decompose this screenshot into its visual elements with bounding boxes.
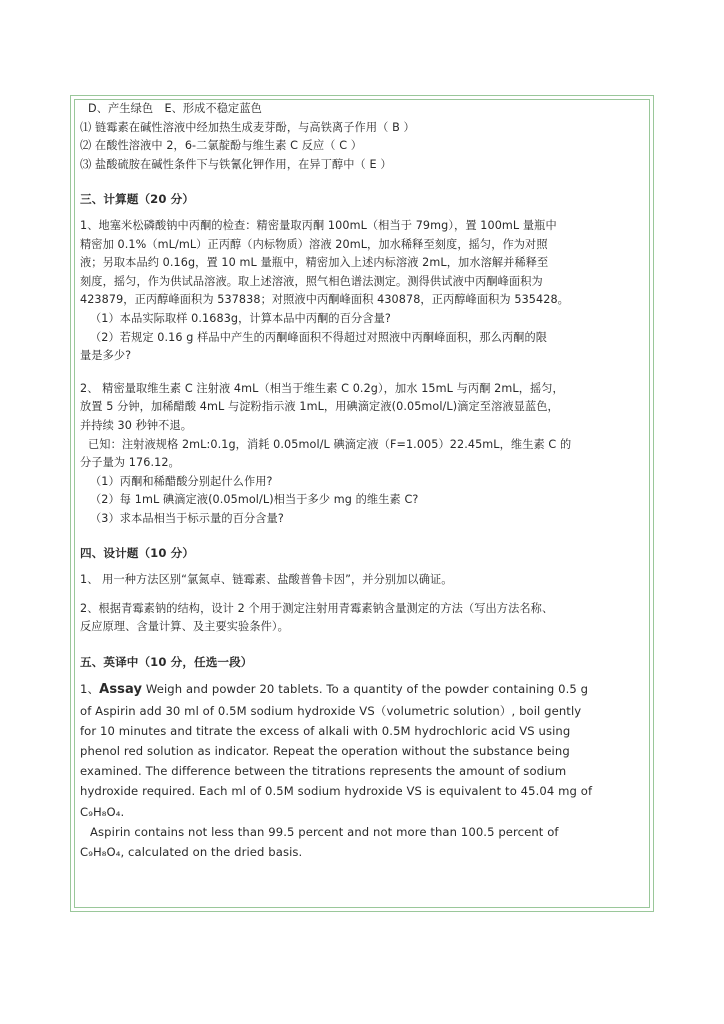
design-q1: 1、 用一种方法区别“氯氮卓、链霉素、盐酸普鲁卡因”，并分别加以确证。 <box>80 573 453 587</box>
match-item-2: ⑵ 在酸性溶液中 2，6-二氯靛酚与维生素 C 反应（ C ） <box>80 139 363 153</box>
calc-q2-line-3: 并持续 30 秒钟不退。 <box>80 418 193 432</box>
calc-q1-line-4: 刻度，摇匀，作为供试品溶液。取上述溶液，照气相色谱法测定。测得供试液中丙酮峰面积为 <box>80 274 543 288</box>
match-item-1: ⑴ 链霉素在碱性溶液中经加热生成麦芽酚，与高铁离子作用（ B ） <box>80 120 415 134</box>
calc-q2-given-cont: 分子量为 176.12。 <box>80 456 180 470</box>
translation-line-9 <box>80 842 580 862</box>
translation-line-8: Aspirin contains not less than 99.5 percent and not more than 100.5 percent of <box>90 824 559 839</box>
formula-line: C₉H₈O₄. <box>80 804 125 819</box>
design-q2-line-1: 2、根据青霉素钠的结构，设计 2 个用于测定注射用青霉素钠含量测定的方法（写出方法名称、 <box>80 601 554 615</box>
translation-line-4: phenol red solution as indicator. Repeat the operation without the substance being <box>80 744 570 759</box>
translation-line-1 <box>80 679 589 700</box>
translation-number: 1、 <box>80 682 100 697</box>
calc-q2-sub-3: （3）求本品相当于标示量的百分含量? <box>90 511 284 525</box>
section-heading-calculation: 三、计算题（20 分） <box>80 192 195 207</box>
calc-q2-sub-1: （1）丙酮和稀醋酸分别起什么作用? <box>90 474 273 488</box>
formula-text: C₉H₈O₄ <box>80 845 121 860</box>
calc-q1-sub-2-cont: 量是多少? <box>80 349 132 363</box>
calc-q1-line-5: 423879，正丙醇峰面积为 537838；对照液中丙酮峰面积 430878，正丙醇峰面积为 535428。 <box>80 293 569 307</box>
calc-q2-line-1: 2、 精密量取维生素 C 注射液 4mL（相当于维生素 C 0.2g），加水 15mL 与丙酮 2mL，摇匀， <box>80 381 564 395</box>
calc-q2-given: 已知：注射液规格 2mL:0.1g，消耗 0.05mol/L 碘滴定液（F=1.005）22.45mL，维生素 C 的 <box>88 437 572 451</box>
translation-line-3: for 10 minutes and titrate the excess of alkali with 0.5M hydrochloric acid VS using <box>80 723 571 738</box>
calc-q2-line-2: 放置 5 分钟，加稀醋酸 4mL 与淀粉指示液 1mL，用碘滴定液(0.05mol/L)滴定至溶液显蓝色， <box>80 400 559 414</box>
translation-line-5: examined. The difference between the titrations represents the amount of sodium <box>80 764 567 779</box>
section-heading-translation: 五、英译中（10 分，任选一段） <box>80 654 253 669</box>
design-q2-line-2: 反应原理、含量计算、及主要实验条件）。 <box>80 620 289 634</box>
document-content <box>80 100 593 862</box>
calc-q2-sub-2: （2）每 1mL 碘滴定液(0.05mol/L)相当于多少 mg 的维生素 C? <box>90 493 419 507</box>
translation-line-1-text: Weigh and powder 20 tablets. To a quantity of the powder containing 0.5 g <box>142 682 589 697</box>
calc-q1-line-2: 精密加 0.1%（mL/mL）正丙醇（内标物质）溶液 20mL，加水稀释至刻度，摇匀，作为对照 <box>80 237 548 251</box>
match-item-3: ⑶ 盐酸硫胺在碱性条件下与铁氰化钾作用，在异丁醇中（ E ） <box>80 157 392 171</box>
calc-q1-line-3: 液；另取本品约 0.16g，置 10 mL 量瓶中，精密加入上述内标溶液 2mL，加水溶解并稀释至 <box>80 256 549 270</box>
translation-line-2: of Aspirin add 30 ml of 0.5M sodium hydroxide VS（volumetric solution）, boil gently <box>80 703 582 718</box>
calc-q1-sub-2: （2）若规定 0.16 g 样品中产生的丙酮峰面积不得超过对照液中丙酮峰面积，那么丙酮的限 <box>90 330 548 344</box>
calc-q1-sub-1: （1）本品实际取样 0.1683g，计算本品中丙酮的百分含量? <box>90 311 391 325</box>
option-line-d-e: D、产生绿色 E、形成不稳定蓝色 <box>88 102 262 115</box>
translation-line-9-text: , calculated on the dried basis. <box>120 845 303 860</box>
translation-line-6: hydroxide required. Each ml of 0.5M sodium hydroxide VS is equivalent to 45.04 mg of <box>80 784 593 799</box>
calc-q1-line-1: 1、地塞米松磷酸钠中丙酮的检查：精密量取丙酮 100mL（相当于 79mg），置 100mL 量瓶中 <box>80 218 557 232</box>
assay-keyword: Assay <box>99 682 143 698</box>
section-heading-design: 四、设计题（10 分） <box>80 546 195 561</box>
